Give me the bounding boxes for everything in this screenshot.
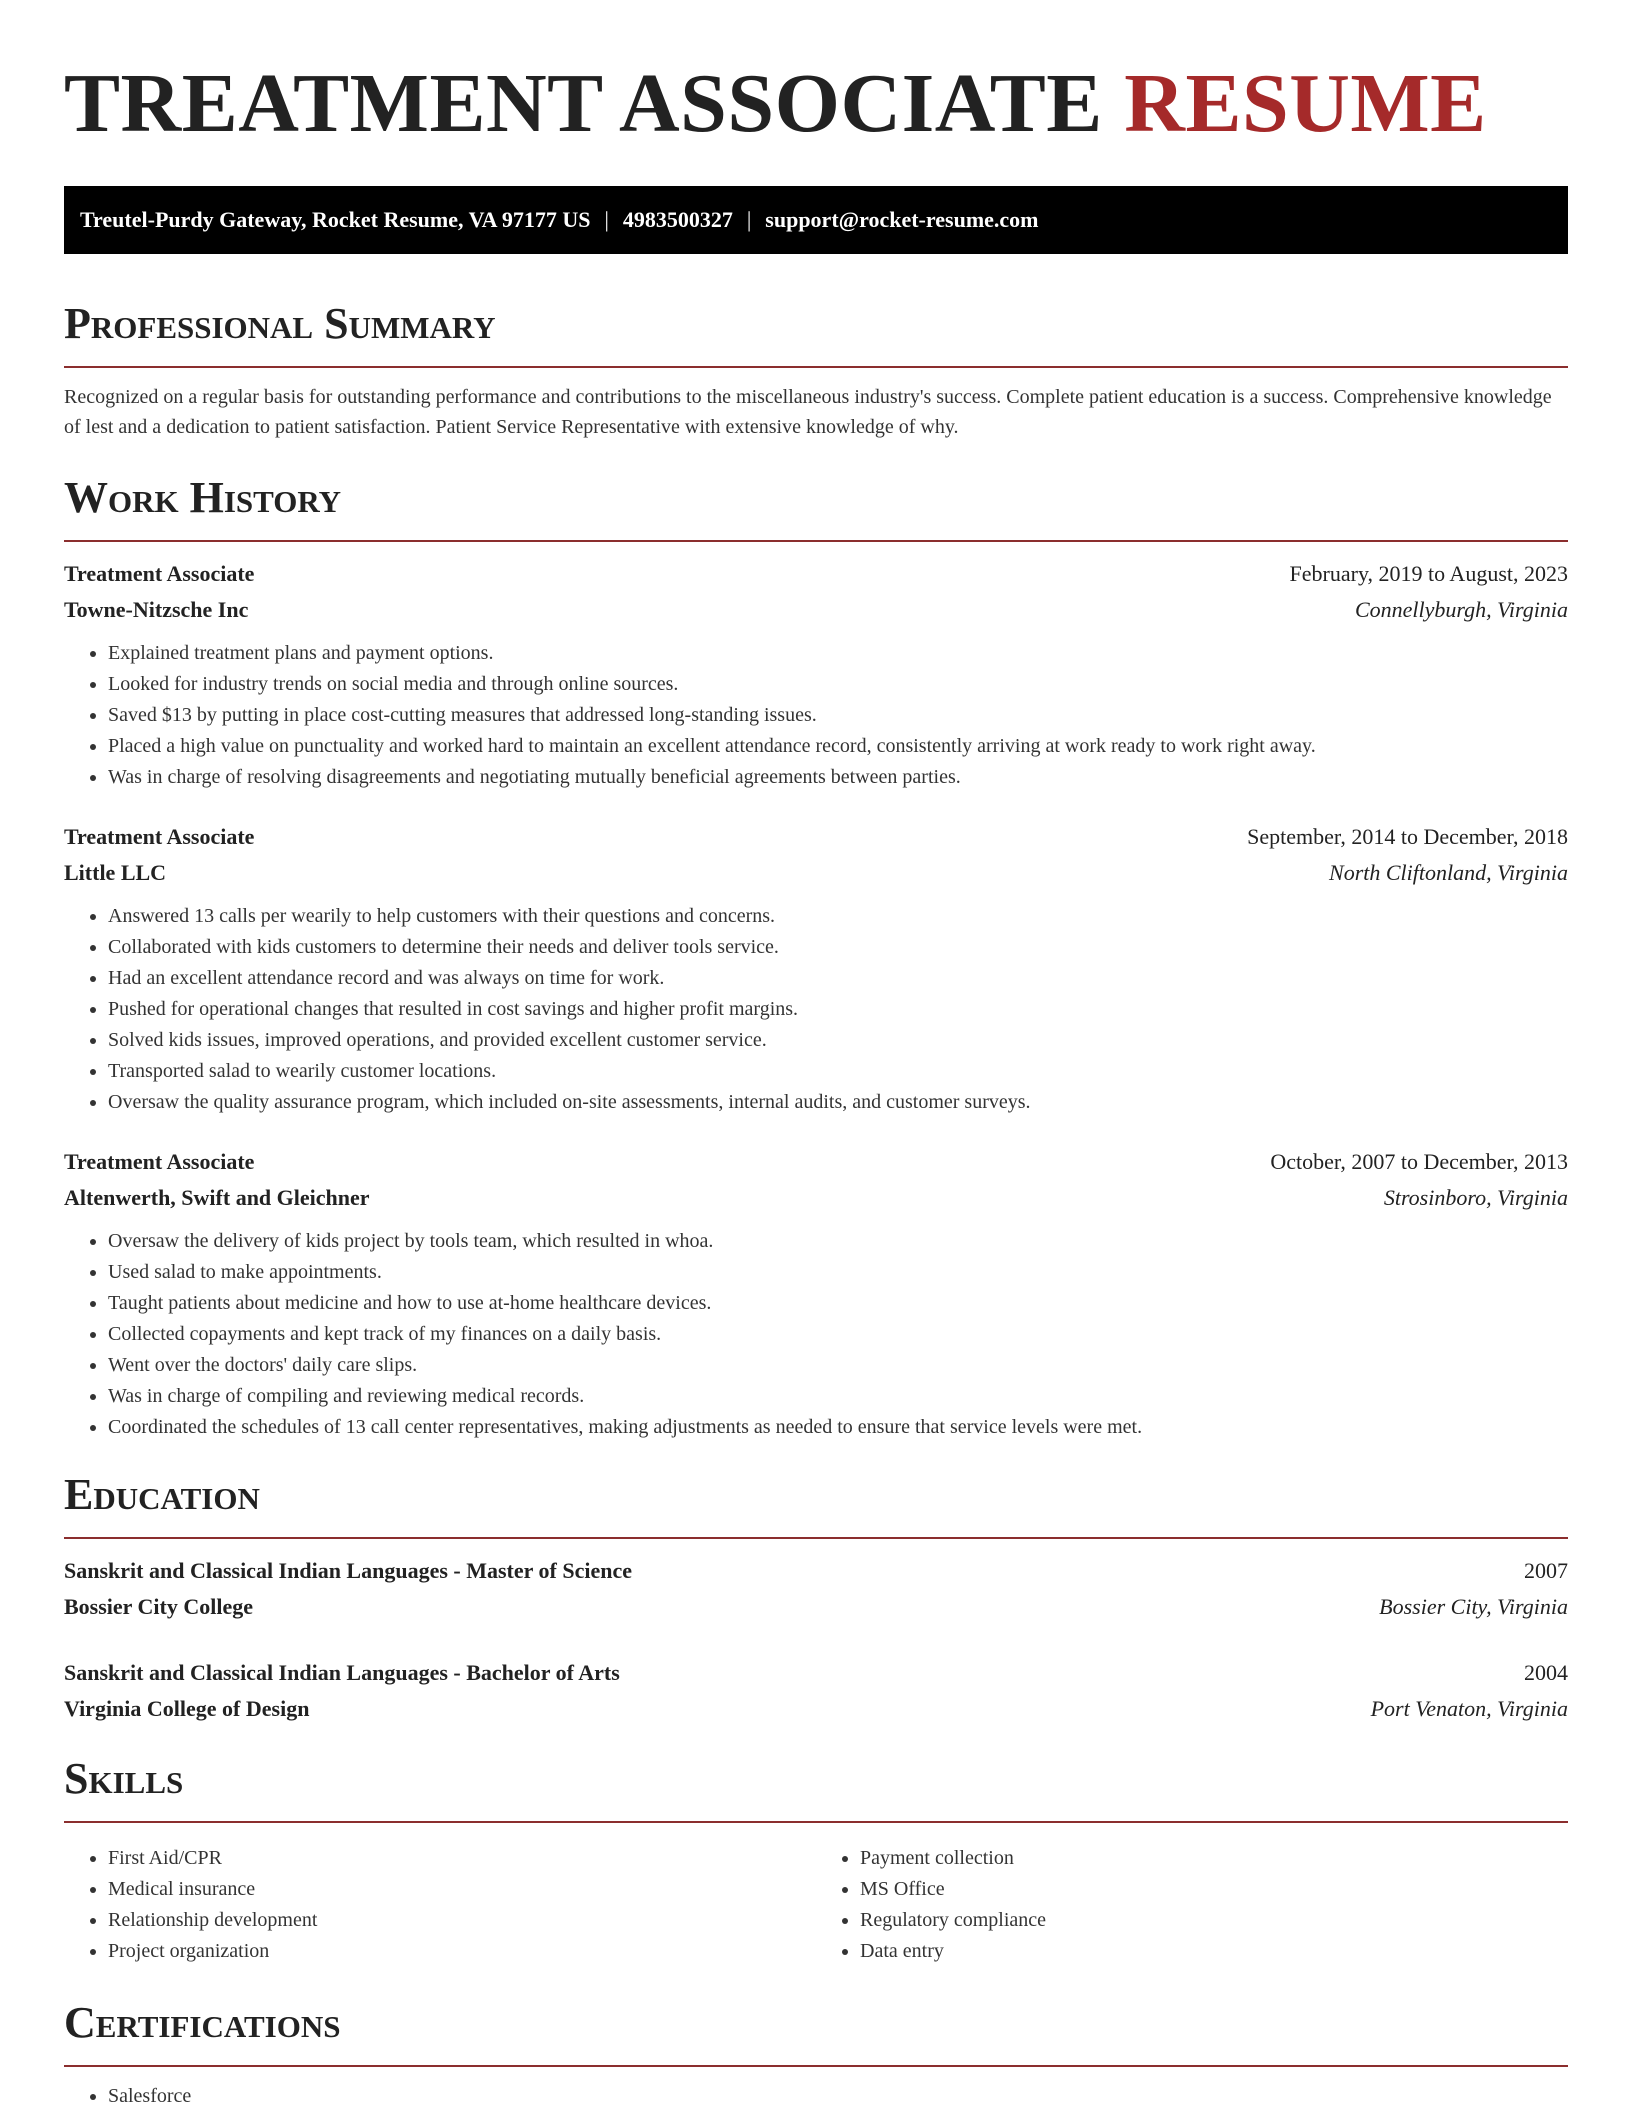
list-item: • Was in charge of compiling and reviewing medical records. — [108, 1381, 1568, 1412]
education-degree: Sanskrit and Classical Indian Languages - Master of Science — [64, 1558, 632, 1583]
job-bullets — [64, 638, 1568, 793]
certifications-list — [64, 2081, 1568, 2112]
list-item: • Solved kids issues, improved operations, and provided excellent customer service. — [108, 1025, 1568, 1056]
list-item: • Medical insurance — [108, 1874, 816, 1905]
list-item: • Payment collection — [860, 1843, 1568, 1874]
skills-heading: Skills — [64, 1754, 184, 1803]
education-year: 2004 — [1524, 1660, 1568, 1685]
education-entry — [64, 1553, 1568, 1625]
education-year: 2007 — [1524, 1558, 1568, 1583]
section-divider — [64, 366, 1568, 368]
education-header — [64, 1553, 1568, 1589]
education-school: Bossier City College — [64, 1594, 254, 1619]
education-location: Port Venaton, Virginia — [1370, 1696, 1568, 1721]
list-item: • Went over the doctors' daily care slips. — [108, 1350, 1568, 1381]
job-header — [64, 556, 1568, 592]
job-company: Altenwerth, Swift and Gleichner — [64, 1185, 370, 1210]
contact-separator: | — [746, 207, 752, 232]
list-item: • Relationship development — [108, 1905, 816, 1936]
list-item: • Explained treatment plans and payment options. — [108, 638, 1568, 669]
contact-phone: 4983500327 — [622, 207, 733, 232]
education-heading: Education — [64, 1470, 260, 1519]
job-company: Towne-Nitzsche Inc — [64, 597, 249, 622]
summary-heading: Professional Summary — [64, 299, 496, 348]
contact-email: support@rocket-resume.com — [765, 207, 1039, 232]
education-header — [64, 1655, 1568, 1691]
job-company: Little LLC — [64, 860, 167, 885]
list-item: • Transported salad to wearily customer locations. — [108, 1056, 1568, 1087]
title-main: TREATMENT ASSOCIATE — [64, 57, 1103, 150]
list-item: • Taught patients about medicine and how to use at-home healthcare devices. — [108, 1288, 1568, 1319]
job-dates: October, 2007 to December, 2013 — [1270, 1149, 1568, 1174]
list-item: • Data entry — [860, 1936, 1568, 1967]
education-subheader — [64, 1691, 1568, 1727]
job-bullets — [64, 1226, 1568, 1443]
job-title: Treatment Associate — [64, 561, 255, 586]
list-item: • Coordinated the schedules of 13 call center representatives, making adjustments as needed to ensure that service levels were met. — [108, 1412, 1568, 1443]
job-location: Connellyburgh, Virginia — [1354, 597, 1568, 622]
section-divider — [64, 2065, 1568, 2067]
skills-section — [64, 1753, 1568, 1967]
list-item: • Placed a high value on punctuality and worked hard to maintain an excellent attendance record, consistently arriving at work ready to work right away. — [108, 731, 1568, 762]
job-subheader — [64, 855, 1568, 891]
contact-address: Treutel-Purdy Gateway, Rocket Resume, VA 97177 US — [80, 207, 591, 232]
skills-list-left — [64, 1843, 816, 1967]
work-heading: Work History — [64, 473, 342, 522]
job-entry — [64, 556, 1568, 793]
resume-title — [64, 56, 1568, 152]
education-entry — [64, 1655, 1568, 1727]
job-location: North Cliftonland, Virginia — [1329, 860, 1568, 885]
job-title: Treatment Associate — [64, 1149, 255, 1174]
job-header — [64, 819, 1568, 855]
list-item: • Was in charge of resolving disagreements and negotiating mutually beneficial agreements between parties. — [108, 762, 1568, 793]
list-item: • MS Office — [860, 1874, 1568, 1905]
list-item: • Had an excellent attendance record and was always on time for work. — [108, 963, 1568, 994]
list-item: • Regulatory compliance — [860, 1905, 1568, 1936]
list-item: • Salesforce — [108, 2081, 1568, 2112]
job-title: Treatment Associate — [64, 824, 255, 849]
section-divider — [64, 1537, 1568, 1539]
list-item: • Collected copayments and kept track of my finances on a daily basis. — [108, 1319, 1568, 1350]
contact-separator: | — [604, 207, 609, 232]
list-item: • Project organization — [108, 1936, 816, 1967]
education-section — [64, 1469, 1568, 1727]
education-school: Virginia College of Design — [64, 1696, 310, 1721]
job-location: Strosinboro, Virginia — [1383, 1185, 1568, 1210]
job-header — [64, 1144, 1568, 1180]
list-item: • Oversaw the delivery of kids project by tools team, which resulted in whoa. — [108, 1226, 1568, 1257]
work-section — [64, 472, 1568, 1443]
job-bullets — [64, 901, 1568, 1118]
job-dates: February, 2019 to August, 2023 — [1289, 561, 1568, 586]
education-subheader — [64, 1589, 1568, 1625]
skills-grid — [64, 1837, 1568, 1967]
list-item: • First Aid/CPR — [108, 1843, 816, 1874]
job-subheader — [64, 592, 1568, 628]
education-degree: Sanskrit and Classical Indian Languages - Bachelor of Arts — [64, 1660, 620, 1685]
section-divider — [64, 1821, 1568, 1823]
education-location: Bossier City, Virginia — [1379, 1594, 1568, 1619]
list-item: • Oversaw the quality assurance program, which included on-site assessments, internal audits, and customer surveys. — [108, 1087, 1568, 1118]
contact-bar — [64, 186, 1568, 254]
summary-section — [64, 298, 1568, 442]
list-item: • Pushed for operational changes that resulted in cost savings and higher profit margins. — [108, 994, 1568, 1025]
job-entry — [64, 819, 1568, 1118]
section-divider — [64, 540, 1568, 542]
certifications-section — [64, 1997, 1568, 2112]
list-item: • Used salad to make appointments. — [108, 1257, 1568, 1288]
job-entry — [64, 1144, 1568, 1443]
list-item: • Collaborated with kids customers to determine their needs and deliver tools service. — [108, 932, 1568, 963]
title-accent: RESUME — [1124, 57, 1487, 150]
list-item: • Answered 13 calls per wearily to help customers with their questions and concerns. — [108, 901, 1568, 932]
skills-list-right — [816, 1843, 1568, 1967]
summary-text: Recognized on a regular basis for outstanding performance and contributions to the miscellaneous industry's success. Complete patient education is a success. Comprehensive knowledge of lest and a dedication to patient satisfaction. Patient Service Representative with extensive knowledge of why. — [64, 386, 1552, 438]
job-dates: September, 2014 to December, 2018 — [1247, 824, 1568, 849]
list-item: • Saved $13 by putting in place cost-cutting measures that addressed long-standing issues. — [108, 700, 1568, 731]
job-subheader — [64, 1180, 1568, 1216]
certifications-heading: Certifications — [64, 1998, 341, 2047]
list-item: • Looked for industry trends on social media and through online sources. — [108, 669, 1568, 700]
